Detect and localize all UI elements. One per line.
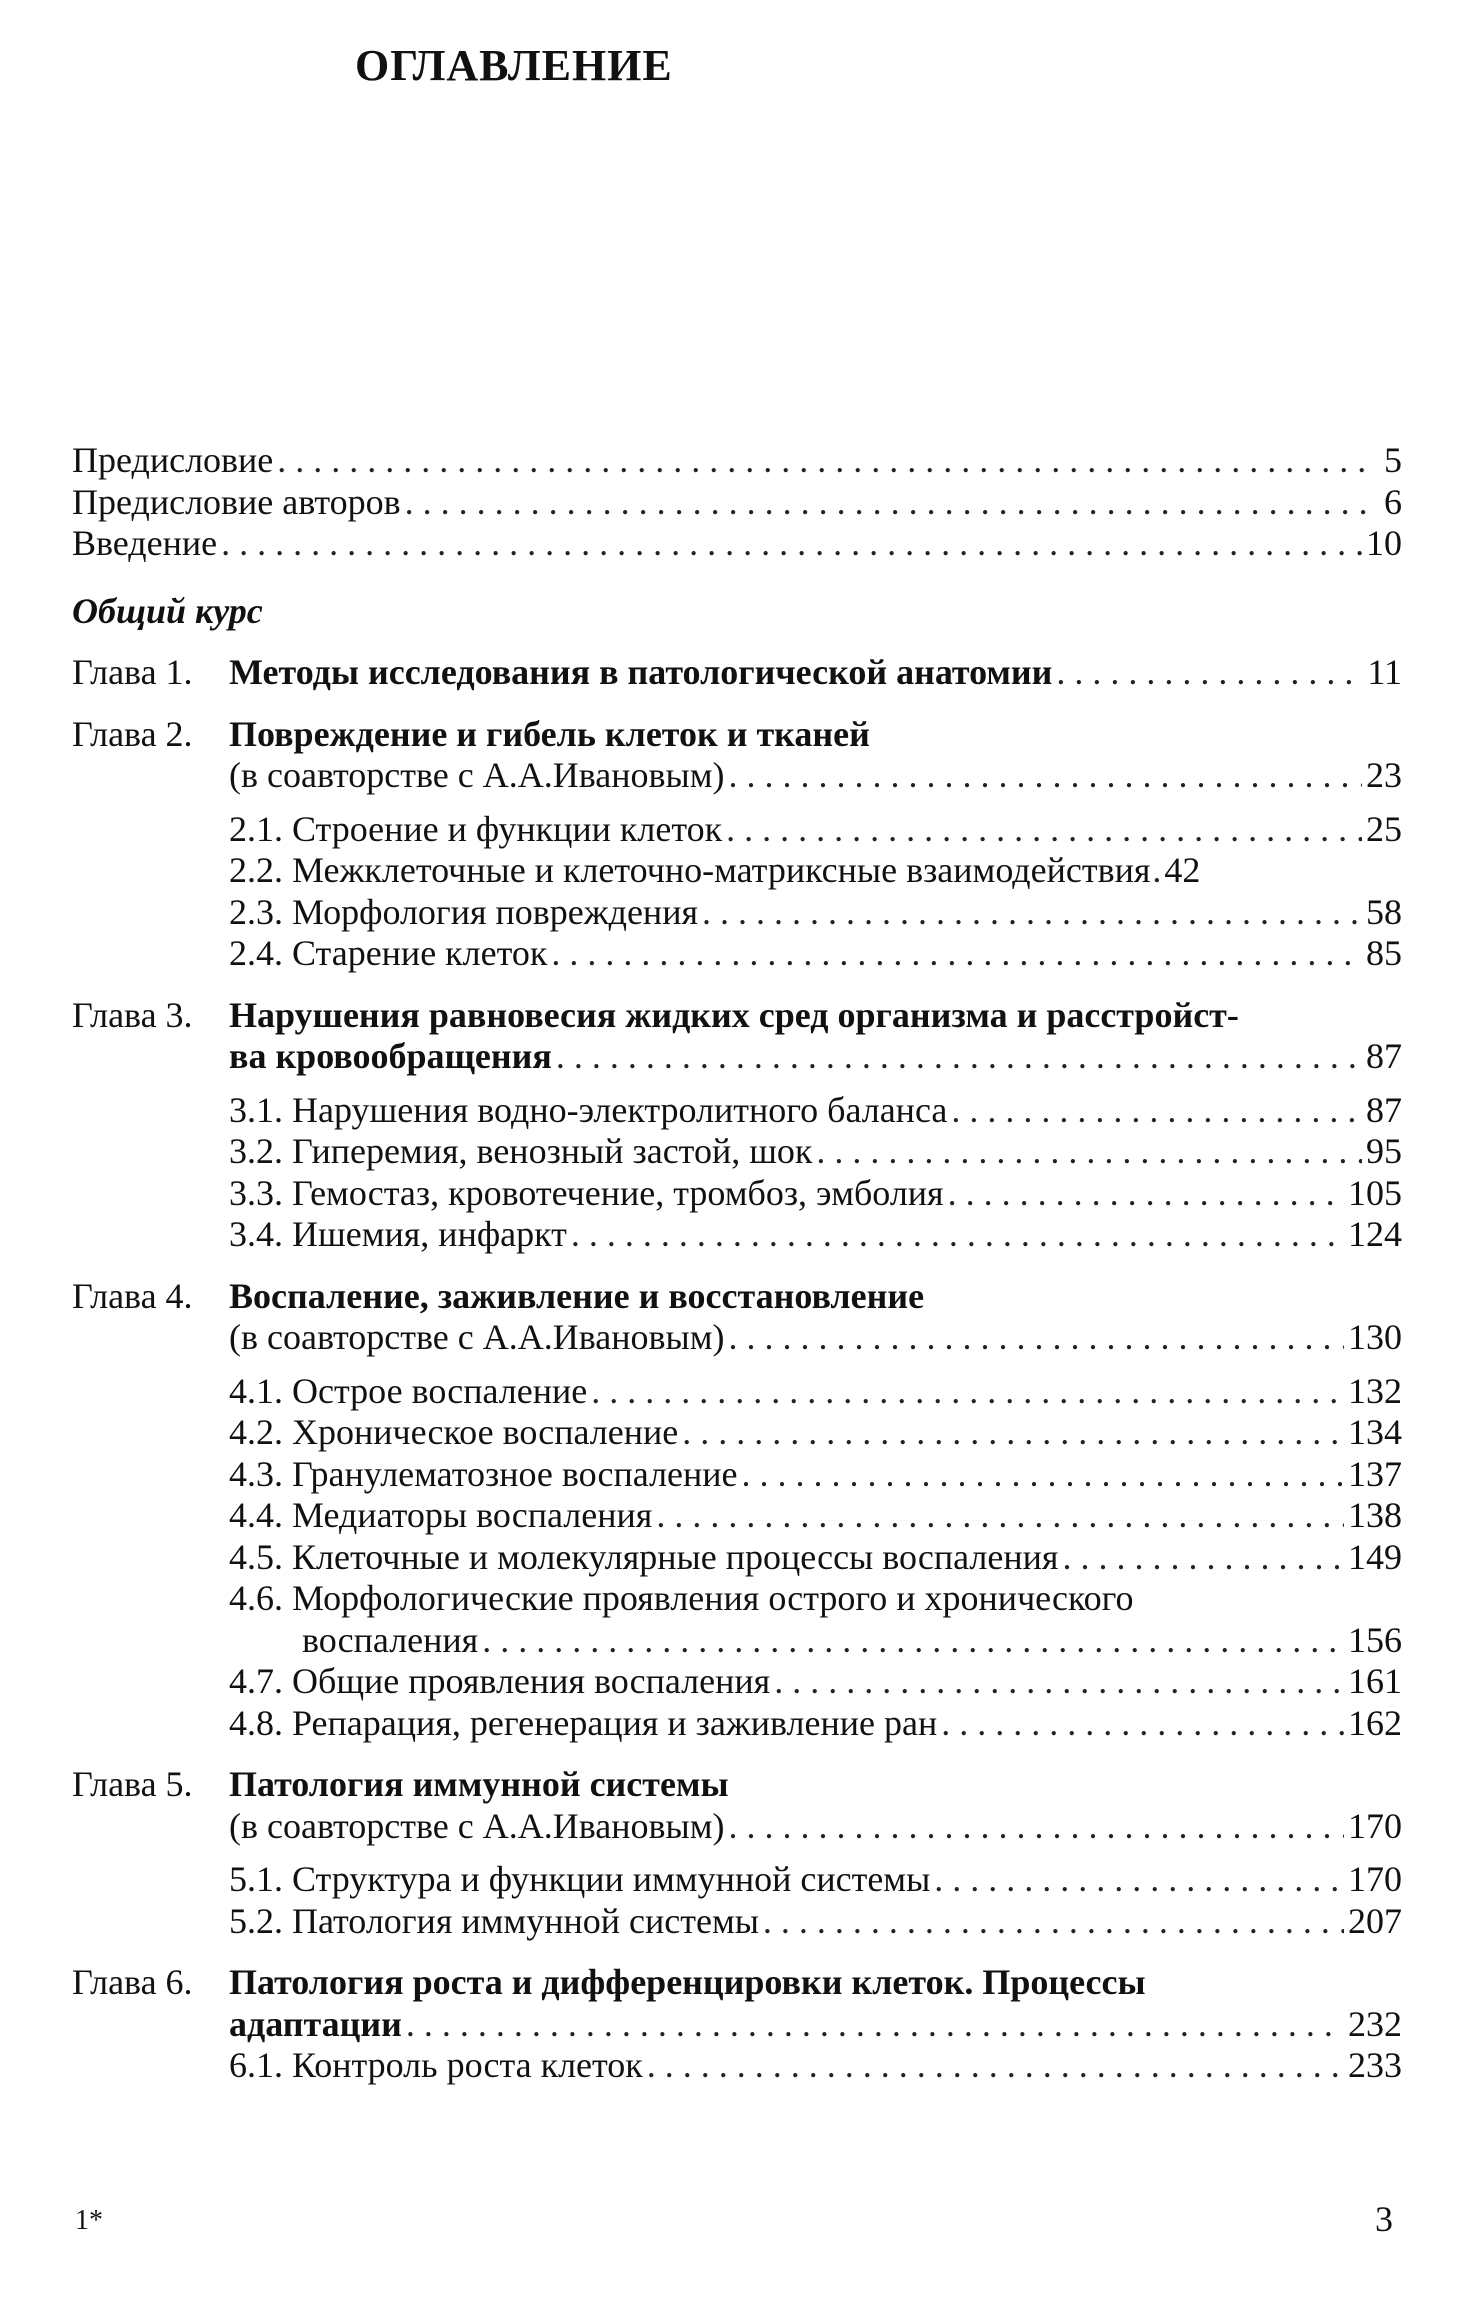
chapter-heading[interactable] [72,1764,1402,1806]
subentry-title: 4.6. Морфологические проявления острого и хронического [229,1578,1134,1618]
chapter-heading[interactable] [72,714,1402,756]
toc-subentry[interactable] [72,1537,1402,1579]
subentry-page: 87 [1366,1089,1402,1130]
toc-chapter-4 [72,1276,1402,1745]
subentry-page: 132 [1348,1370,1402,1411]
chapter-page: 87 [1366,1036,1402,1076]
subentry-title: 6.1. Контроль роста клеток [229,2045,643,2085]
chapter-title: Воспаление, заживление и восстановление [229,1275,925,1316]
toc-subentry[interactable] [72,1703,1402,1745]
leader-dots [682,1412,1344,1454]
subentry-page: 25 [1366,808,1402,849]
subentry-title: 3.3. Гемостаз, кровотечение, тромбоз, эмболия [229,1172,944,1213]
leader-dots [656,1495,1344,1537]
leader-dots [702,892,1362,934]
subentry-page: 134 [1348,1412,1402,1452]
toc-entry-title: Предисловие авторов [72,481,401,522]
toc-entry-preface[interactable] [72,440,1402,482]
toc-subentry[interactable] [72,1901,1402,1943]
toc-entry-authors-preface[interactable] [72,482,1402,524]
chapter-title-continued[interactable] [72,1036,1402,1078]
toc-subentry[interactable] [72,809,1402,851]
toc-subentry[interactable] [72,1412,1402,1454]
chapter-heading[interactable] [72,1276,1402,1318]
leader-dots [221,523,1362,565]
subentry-title: 2.3. Морфология повреждения [229,891,699,932]
leader-dots [742,1454,1344,1496]
leader-dots [951,1090,1362,1132]
subentry-page: 42 [1164,850,1201,890]
toc-subentry[interactable] [72,850,1402,892]
chapter-heading[interactable] [72,995,1402,1037]
leader-dots [726,809,1362,851]
chapter-title: Повреждение и гибель клеток и тканей [229,713,870,754]
chapter-title: Методы исследования в патологической анатомии [229,652,1053,692]
subentry-page: 105 [1348,1172,1402,1213]
toc-chapter-6 [72,1962,1402,2087]
chapter-number: Глава 1. [72,652,193,692]
leader-dots [728,1317,1344,1359]
leader-dots [571,1214,1344,1256]
chapter-coauthor: (в соавторстве с А.А.Ивановым) [229,1317,725,1357]
chapter-title: Нарушения равновесия жидких сред организма и расстройст- [229,994,1239,1035]
toc-subentry[interactable] [72,1454,1402,1496]
toc-subentry[interactable] [72,1578,1402,1620]
subentry-page: 170 [1348,1859,1402,1899]
leader-dots [1062,1537,1344,1579]
subentry-title: 2.4. Старение клеток [229,933,548,973]
leader-dots [591,1371,1344,1413]
subentry-page: 161 [1348,1661,1402,1701]
toc-chapter-1[interactable] [72,652,1402,694]
subentry-title: 2.1. Строение и функции клеток [229,808,723,849]
toc-entry-page: 5 [1384,440,1402,480]
chapter-number: Глава 5. [72,1764,193,1804]
subentry-title: 4.5. Клеточные и молекулярные процессы воспаления [229,1536,1059,1577]
subentry-title: 2.2. Межклеточные и клеточно-матриксные взаимодействия [229,850,1151,890]
toc-subentry[interactable] [72,1214,1402,1256]
chapter-heading[interactable] [72,1962,1402,2004]
leader-dots [551,933,1362,975]
toc-chapter-5 [72,1764,1402,1942]
chapter-coauthor-line[interactable] [72,1317,1402,1359]
toc-chapter-2 [72,714,1402,975]
toc-subentry[interactable] [72,1495,1402,1537]
leader-dots [405,482,1368,524]
toc-subentry[interactable] [72,1371,1402,1413]
subentry-title: 5.1. Структура и функции иммунной системы [229,1859,931,1899]
chapter-coauthor-line[interactable] [72,1806,1402,1848]
page-number: 3 [1375,2199,1393,2239]
table-of-contents [72,440,1402,2087]
chapter-page: 11 [1367,652,1402,692]
leader-dots [763,1901,1344,1943]
toc-subentry-continued[interactable] [72,1620,1402,1662]
subentry-title: 3.1. Нарушения водно-электролитного баланса [229,1089,948,1130]
chapter-title: Патология иммунной системы [229,1764,729,1804]
chapter-coauthor-line[interactable] [72,755,1402,797]
chapter-number: Глава 2. [72,713,193,754]
subentry-title: 4.2. Хроническое воспаление [229,1412,679,1452]
chapter-page: 23 [1366,755,1402,795]
leader-dots [482,1620,1344,1662]
toc-subentry[interactable] [72,1173,1402,1215]
chapter-page: 130 [1348,1317,1402,1357]
chapter-number: Глава 4. [72,1275,193,1316]
chapter-page: 232 [1348,2003,1402,2044]
subentry-page: 138 [1348,1495,1402,1535]
toc-subentry[interactable] [72,1131,1402,1173]
leader-dots [406,2004,1344,2046]
chapter-coauthor: (в соавторстве с А.А.Ивановым) [229,1805,725,1846]
signature-mark: 1* [75,2205,103,2236]
leader-dots [647,2045,1344,2087]
subentry-title: 5.2. Патология иммунной системы [229,1900,759,1941]
subentry-page: 137 [1348,1453,1402,1494]
subentry-title-line2: воспаления [302,1619,479,1660]
leader-dots [1152,850,1162,892]
toc-entry-title: Предисловие [72,440,274,480]
leader-dots [728,1806,1344,1848]
subentry-title: 4.8. Репарация, регенерация и заживление ран [229,1702,938,1743]
leader-dots [728,755,1362,797]
leader-dots [816,1131,1362,1173]
subentry-page: 85 [1366,933,1402,973]
toc-entry-page: 6 [1384,481,1402,522]
subentry-page: 58 [1366,891,1402,932]
toc-chapter-3 [72,995,1402,1256]
chapter-title-line2: ва кровообращения [229,1036,552,1076]
toc-subentry[interactable] [72,2045,1402,2087]
leader-dots [941,1703,1344,1745]
chapter-page: 170 [1348,1805,1402,1846]
toc-subentry[interactable] [72,1090,1402,1132]
subentry-page: 149 [1348,1536,1402,1577]
subentry-title: 4.3. Гранулематозное воспаление [229,1453,738,1494]
toc-subentry[interactable] [72,933,1402,975]
subentry-page: 95 [1366,1131,1402,1171]
chapter-number: Глава 6. [72,1962,193,2002]
chapter-number: Глава 3. [72,994,193,1035]
section-heading: Общий курс [72,590,263,631]
leader-dots [556,1036,1362,1078]
leader-dots [277,440,1368,482]
chapter-title: Патология роста и дифференцировки клеток. Процессы [229,1962,1146,2002]
leader-dots [1056,652,1363,694]
subentry-page: 162 [1348,1702,1402,1743]
leader-dots [774,1661,1344,1703]
toc-subentry[interactable] [72,1661,1402,1703]
subentry-title: 3.2. Гиперемия, венозный застой, шок [229,1131,813,1171]
toc-entry-title: Введение [72,523,218,563]
subentry-page: 207 [1348,1900,1402,1941]
leader-dots [934,1859,1344,1901]
leader-dots [948,1173,1344,1215]
subentry-page: 156 [1348,1619,1402,1660]
subentry-page: 233 [1348,2045,1402,2085]
subentry-page: 124 [1348,1214,1402,1254]
page-title: ОГЛАВЛЕНИЕ [355,41,673,90]
subentry-title: 3.4. Ишемия, инфаркт [229,1214,567,1254]
toc-subentry[interactable] [72,1859,1402,1901]
subentry-title: 4.4. Медиаторы воспаления [229,1495,653,1535]
chapter-title-continued[interactable] [72,2004,1402,2046]
toc-entry-introduction[interactable] [72,523,1402,565]
chapter-coauthor: (в соавторстве с А.А.Ивановым) [229,755,725,795]
subentry-title: 4.1. Острое воспаление [229,1370,588,1411]
toc-subentry[interactable] [72,892,1402,934]
toc-entry-page: 10 [1366,523,1402,563]
chapter-title-line2: адаптации [229,2003,402,2044]
subentry-title: 4.7. Общие проявления воспаления [229,1661,771,1701]
